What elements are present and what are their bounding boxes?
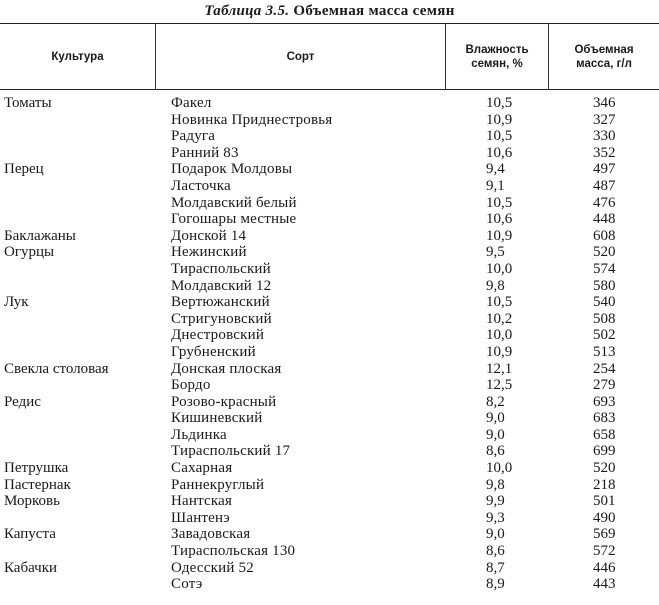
table-caption (0, 3, 659, 20)
mass-cell: 608 (593, 227, 616, 244)
mass-cell: 476 (593, 194, 616, 211)
table-row (0, 576, 659, 593)
table-row (0, 410, 659, 427)
variety-cell: Завадовская (171, 526, 251, 543)
variety-cell: Льдинка (171, 426, 227, 443)
table-header (0, 23, 659, 90)
mass-cell: 572 (593, 543, 616, 560)
table-row (0, 443, 659, 460)
variety-cell: Подарок Молдовы (171, 161, 293, 178)
moisture-cell: 9,0 (486, 526, 505, 543)
moisture-cell: 10,9 (486, 227, 513, 244)
column-header-crop (0, 24, 155, 89)
mass-cell: 569 (593, 526, 616, 543)
mass-cell: 683 (593, 410, 616, 427)
crop-cell: Баклажаны (4, 227, 76, 244)
moisture-cell: 9,9 (486, 493, 505, 510)
moisture-cell: 10,9 (486, 111, 513, 128)
mass-cell: 443 (593, 576, 616, 593)
variety-cell: Факел (171, 95, 212, 111)
moisture-cell: 9,8 (486, 277, 505, 294)
mass-cell: 346 (593, 95, 616, 111)
table-row (0, 195, 659, 212)
table-row (0, 493, 659, 510)
moisture-cell: 9,5 (486, 244, 505, 261)
mass-cell: 508 (593, 310, 616, 327)
variety-cell: Шантенэ (171, 509, 230, 526)
column-header-moisture-label: Влажность семян, % (465, 43, 529, 70)
mass-cell: 699 (593, 443, 616, 460)
moisture-cell: 8,6 (486, 543, 505, 560)
mass-cell: 658 (593, 426, 616, 443)
moisture-cell: 8,9 (486, 576, 505, 593)
table-row (0, 294, 659, 311)
table-row (0, 261, 659, 278)
table-row (0, 278, 659, 295)
moisture-cell: 9,3 (486, 509, 505, 526)
table-row (0, 95, 659, 112)
mass-cell: 254 (593, 360, 616, 377)
table-row (0, 244, 659, 261)
crop-cell: Петрушка (4, 460, 69, 477)
moisture-cell: 10,2 (486, 310, 513, 327)
mass-cell: 520 (593, 244, 616, 261)
table-row (0, 327, 659, 344)
table-row (0, 560, 659, 577)
variety-cell: Молдавский белый (171, 194, 297, 211)
variety-cell: Тираспольский (171, 260, 271, 277)
table-row (0, 477, 659, 494)
variety-cell: Новинка Приднестровья (171, 111, 333, 128)
moisture-cell: 8,7 (486, 559, 505, 576)
mass-cell: 574 (593, 260, 616, 277)
mass-cell: 520 (593, 460, 616, 477)
moisture-cell: 10,5 (486, 95, 513, 111)
table-row (0, 178, 659, 195)
column-header-variety-label: Сорт (286, 50, 315, 63)
moisture-cell: 9,1 (486, 177, 505, 194)
variety-cell: Гогошары местные (171, 211, 297, 228)
variety-cell: Сотэ (171, 576, 203, 593)
table-row (0, 377, 659, 394)
table-row (0, 112, 659, 129)
mass-cell: 446 (593, 559, 616, 576)
variety-cell: Бордо (171, 377, 211, 394)
variety-cell: Розово-красный (171, 393, 277, 410)
mass-cell: 327 (593, 111, 616, 128)
crop-cell: Свекла столовая (4, 360, 109, 377)
mass-cell: 497 (593, 161, 616, 178)
table-row (0, 344, 659, 361)
variety-cell: Грубненский (171, 343, 256, 360)
variety-cell: Радуга (171, 128, 216, 145)
variety-cell: Стригуновский (171, 310, 272, 327)
table-row (0, 543, 659, 560)
moisture-cell: 10,5 (486, 294, 513, 311)
table-row (0, 228, 659, 245)
moisture-cell: 9,0 (486, 426, 505, 443)
table-row (0, 460, 659, 477)
variety-cell: Донская плоская (171, 360, 282, 377)
variety-cell: Тираспольский 17 (171, 443, 291, 460)
mass-cell: 218 (593, 476, 616, 493)
mass-cell: 501 (593, 493, 616, 510)
table-row (0, 311, 659, 328)
variety-cell: Донской 14 (171, 227, 247, 244)
crop-cell: Лук (4, 294, 29, 311)
moisture-cell: 10,6 (486, 211, 513, 228)
mass-cell: 448 (593, 211, 616, 228)
crop-cell: Огурцы (4, 244, 55, 261)
table-row (0, 427, 659, 444)
moisture-cell: 12,5 (486, 377, 513, 394)
variety-cell: Одесский 52 (171, 559, 254, 576)
mass-cell: 330 (593, 128, 616, 145)
moisture-cell: 10,6 (486, 144, 513, 161)
crop-cell: Кабачки (4, 559, 58, 576)
variety-cell: Раннекруглый (171, 476, 265, 493)
mass-cell: 540 (593, 294, 616, 311)
table-row (0, 361, 659, 378)
table-row (0, 211, 659, 228)
moisture-cell: 10,0 (486, 327, 513, 344)
mass-cell: 693 (593, 393, 616, 410)
variety-cell: Вертюжанский (171, 294, 270, 311)
column-header-mass-label: Объемная масса, г/л (574, 43, 634, 70)
mass-cell: 580 (593, 277, 616, 294)
variety-cell: Кишиневский (171, 410, 263, 427)
moisture-cell: 10,5 (486, 194, 513, 211)
moisture-cell: 9,8 (486, 476, 505, 493)
moisture-cell: 10,0 (486, 260, 513, 277)
moisture-cell: 8,6 (486, 443, 505, 460)
table-row (0, 145, 659, 162)
moisture-cell: 10,0 (486, 460, 513, 477)
variety-cell: Нантская (171, 493, 233, 510)
mass-cell: 352 (593, 144, 616, 161)
mass-cell: 490 (593, 509, 616, 526)
mass-cell: 513 (593, 343, 616, 360)
crop-cell: Редис (4, 393, 41, 410)
mass-cell: 279 (593, 377, 616, 394)
crop-cell: Перец (4, 161, 44, 178)
table-row (0, 526, 659, 543)
column-header-crop-label: Культура (51, 50, 104, 63)
moisture-cell: 10,9 (486, 343, 513, 360)
table-row (0, 394, 659, 411)
variety-cell: Нежинский (171, 244, 247, 261)
moisture-cell: 10,5 (486, 128, 513, 145)
crop-cell: Морковь (4, 493, 60, 510)
table-row (0, 161, 659, 178)
variety-cell: Днестровский (171, 327, 265, 344)
crop-cell: Капуста (4, 526, 56, 543)
variety-cell: Молдавский 12 (171, 277, 272, 294)
variety-cell: Сахарная (171, 460, 233, 477)
table-caption-label: Таблица 3.5. (204, 3, 290, 19)
variety-cell: Ранний 83 (171, 144, 239, 161)
moisture-cell: 9,4 (486, 161, 505, 178)
moisture-cell: 9,0 (486, 410, 505, 427)
column-header-moisture (445, 24, 548, 89)
crop-cell: Пастернак (4, 476, 71, 493)
mass-cell: 502 (593, 327, 616, 344)
column-header-mass (548, 24, 659, 89)
moisture-cell: 12,1 (486, 360, 513, 377)
table-caption-title: Объемная масса семян (293, 3, 455, 19)
table-row (0, 128, 659, 145)
variety-cell: Ласточка (171, 177, 231, 194)
table-row (0, 510, 659, 527)
column-header-variety (155, 24, 445, 89)
variety-cell: Тираспольская 130 (171, 543, 296, 560)
mass-cell: 487 (593, 177, 616, 194)
crop-cell: Томаты (4, 95, 52, 111)
moisture-cell: 8,2 (486, 393, 505, 410)
table-body (0, 95, 659, 593)
